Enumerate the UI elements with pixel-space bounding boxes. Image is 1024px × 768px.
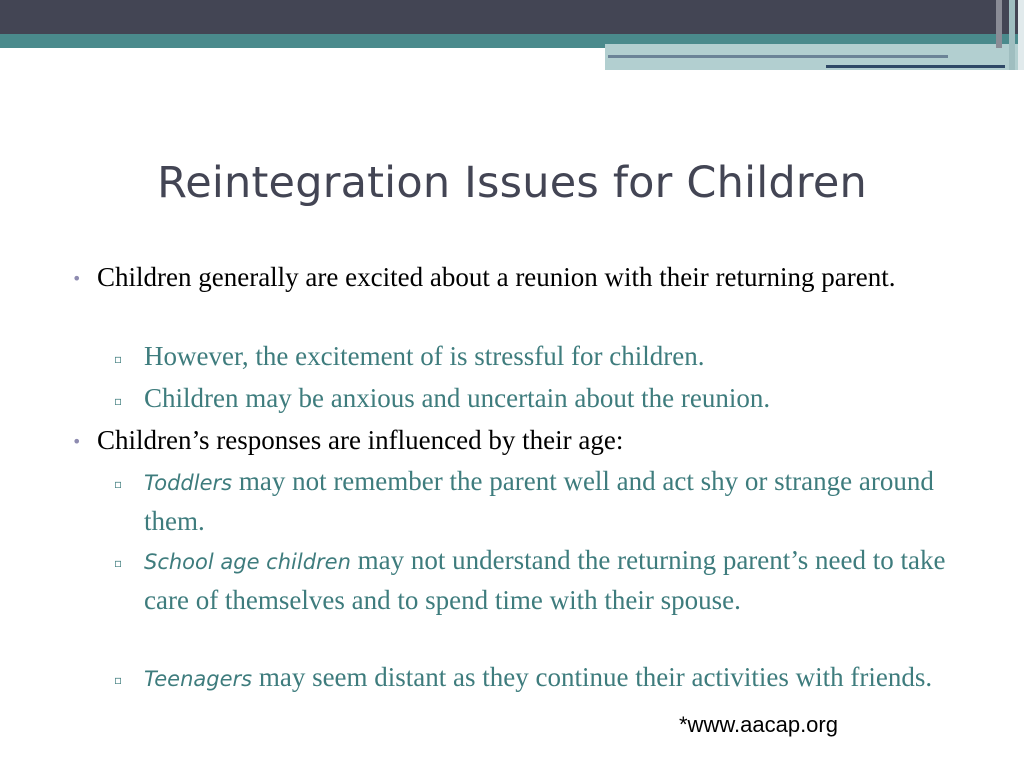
sub-bullet-item-2-1 (114, 462, 974, 540)
bullet-item-1 (72, 258, 977, 296)
square-bullet-icon: ▫ (114, 352, 123, 366)
bullet-dot-icon: • (72, 432, 82, 451)
age-group-label: Teenagers (144, 667, 253, 691)
sub-bullet-item-1-2 (114, 379, 974, 417)
sub-bullet-item-1-1 (114, 337, 974, 375)
sub-bullet-item-2-2 (114, 541, 974, 619)
square-bullet-icon: ▫ (114, 556, 123, 570)
sub-bullet-text: Children may be anxious and uncertain about the reunion. (144, 383, 771, 413)
sub-bullet-text: However, the excitement of is stressful for children. (144, 341, 705, 371)
age-group-label: Toddlers (144, 471, 233, 495)
square-bullet-icon: ▫ (114, 673, 123, 687)
bullet-text: Children generally are excited about a reunion with their returning parent. (97, 262, 896, 292)
slide-title: Reintegration Issues for Children (157, 158, 867, 208)
square-bullet-icon: ▫ (114, 477, 123, 491)
sub-bullet-text: may not remember the parent well and act shy or strange around them. (144, 466, 934, 536)
square-bullet-icon: ▫ (114, 394, 123, 408)
sub-bullet-item-2-3 (114, 658, 974, 698)
sub-bullet-text: may seem distant as they continue their activities with friends. (252, 662, 933, 692)
age-group-label: School age children (144, 550, 351, 574)
sub-bullet-text: may not understand the returning parent’s need to take care of themselves and to spend time with their spouse. (144, 545, 946, 615)
bullet-text: Children’s responses are influenced by their age: (97, 425, 624, 455)
bullet-dot-icon: • (72, 269, 82, 288)
source-footnote: *www.aacap.org (679, 712, 838, 737)
bullet-item-2 (72, 421, 977, 459)
